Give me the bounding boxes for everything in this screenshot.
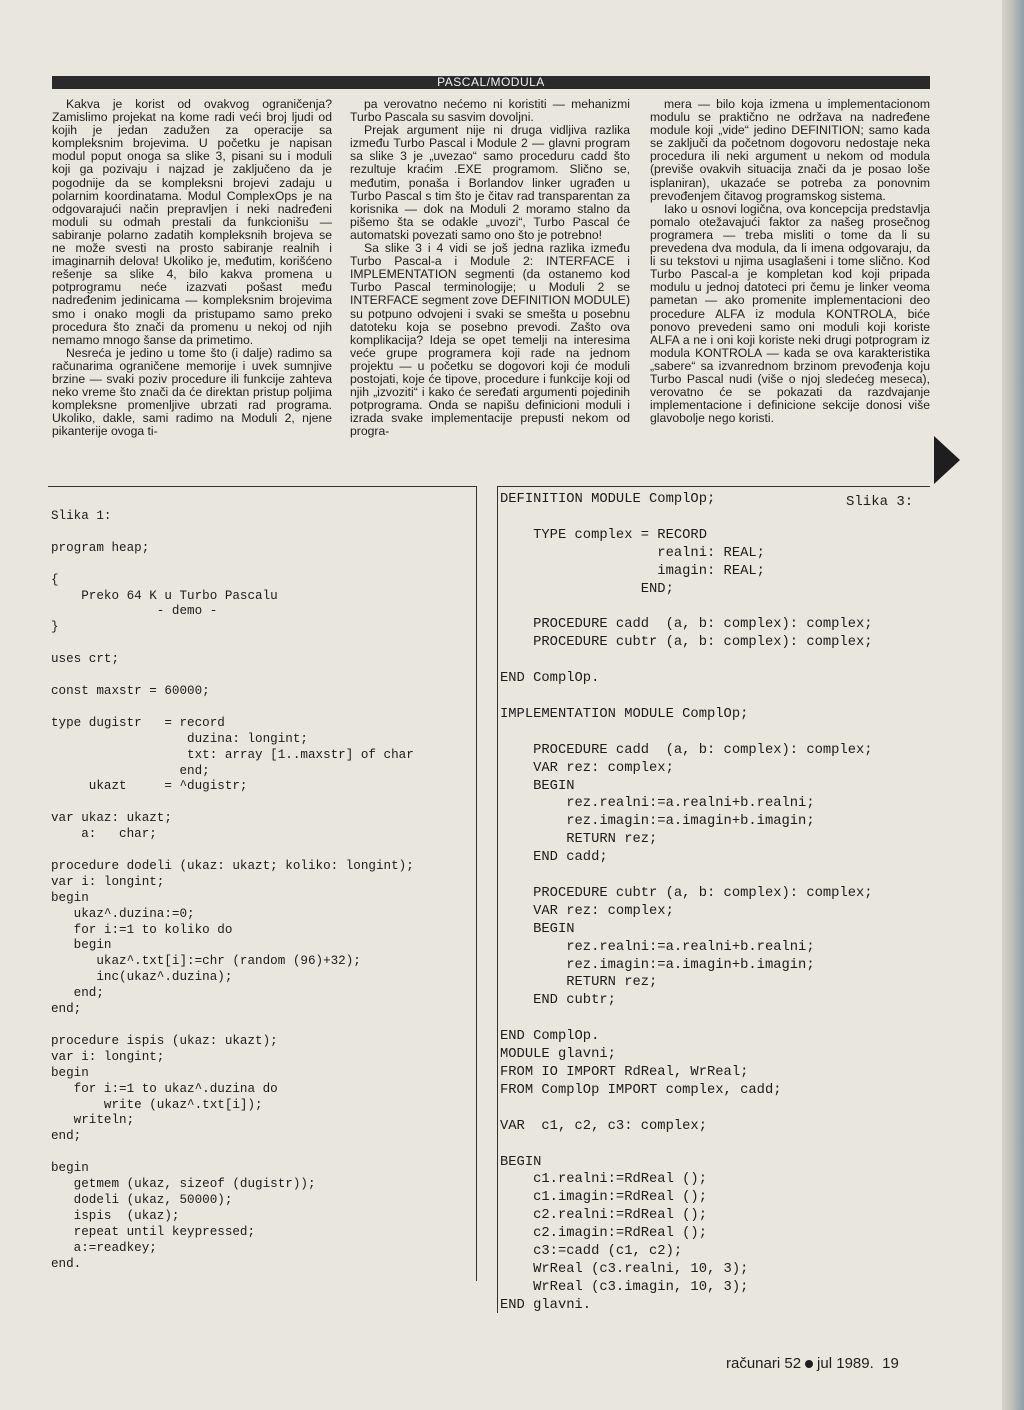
figure-3-label: Slika 3: [846, 494, 914, 510]
page-footer [726, 1355, 899, 1372]
figure-1-code: Slika 1: program heap; { Preko 64 K u Turbo Pascalu - demo - } uses crt; const maxstr = 60000; type dugistr = record duzina: longint; txt: array [1..maxstr] of char end; ukazt = ^dugistr; var ukaz: ukazt; a: char; procedure dodeli (ukaz: ukazt; koliko: longint); var i: longint; begin ukaz^.duzina:=0; for i:=1 to koliko do begin ukaz^.txt[i]:=chr (random (96)+32); inc(ukaz^.duzina); end; end; procedure ispis (ukaz: ukazt); var i: longint; begin for i:=1 to ukaz^.duzina do write (ukaz^.txt[i]); writeln; end; begin getmem (ukaz, sizeof (dugistr)); dodeli (ukaz, 50000); ispis (ukaz); repeat until keypressed; a:=readkey; end. [51, 509, 414, 1271]
bullet-icon [805, 1360, 813, 1368]
paragraph: Prejak argument nije ni druga vidljiva razlika između Turbo Pascal i Module 2 — glavni program sa slike 3 je „uvezao“ samo proceduru cadd što rezultuje kraćim .EXE programom. Slično se, međutim, ponaša i Borlandov linker ugrađen u Turbo Pascal s tim što je čitav rad transparentan za korisnika — dok na Moduli 2 moramo stalno da pišemo šta se odakle „uvozi“, Turbo Pascal će automatski povezati samo ono što je potrebno! [350, 123, 630, 242]
paragraph: Iako u osnovi logična, ova koncepcija predstavlja pomalo otežavajući faktor za našeg prosečnog programera — treba misliti o tome da li su prevedena dva modula, da li imena odgovaraju, da li su tekstovi u njima usaglašeni i tome slično. Kod Turbo Pascal-a je kompletan kod koji pripada modulu u jednoj datoteci pri čemu je linker veoma pametan — ako promenite implementacioni deo procedure ALFA iz modula KONTROLA, biće ponovo prevedeni samo oni moduli koji koriste ALFA a ne i oni koji koriste neki drugi potprogram iz modula KONTROLA — kada se ova karakteristika „saberе“ sa izvanrednom brzinom prevođenja koju Turbo Pascal nudi (više o njoj sledećeg meseca), verovatno će se pokazati da razdvajanje implementacione i definicione sekcije donosi više glavobolje nego koristi. [650, 201, 930, 426]
article-column-3 [650, 98, 930, 484]
paragraph: pa verovatno nećemo ni koristiti — mehanizmi Turbo Pascala su sasvim dovoljni. [350, 98, 630, 125]
paragraph: Nesreća je jedino u tome što (i dalje) radimo sa računarima ograničene memorije i uvek sumnjive brzine — svaki poziv procedure ili funkcije zahteva neko vreme što znači da će direktan pristup poljima kompleksne promenljive ubrzati rad programa. Ukoliko, dakle, sami radimo na Moduli 2, njene pikanterije ovoga ti- [52, 345, 332, 439]
section-header [52, 76, 930, 89]
page-edge [1002, 0, 1024, 1410]
paragraph: mera — bilo koja izmena u implementacionom modulu se praktično ne održava na nadređene module koji „vide“ jedino DEFINITION; samo kada se zaključi da početnom dogovoru nedostaje neka procedura ili neki argument u nekom od modula (previše ovakvih situacija znači da je posao loše isplaniran), ukazaće se potreba za ponovnim prevođenjem čitavog programskog sistema. [650, 98, 930, 203]
figure-3-code-box [497, 486, 930, 1313]
section-title: PASCAL/MODULA [437, 75, 545, 89]
article-column-2 [350, 98, 630, 484]
issue-date: jul 1989. [817, 1355, 874, 1372]
figure-1-code-box [48, 486, 477, 1281]
article-column-1 [52, 98, 332, 484]
paragraph: Kakva je korist od ovakvog ograničenja? Zamislimo projekat na kome radi veći broj ljudi od kojih je jedan zadužen za operacije sa kompleksnim brojevima. U početku je napisan modul poput onoga sa slike 3, pisani su i moduli koji ga pozivaju i najzad je zaključeno da je pogodnije da se kompleksni brojevi zadaju u polarnim koordinatama. Modul ComplexOps je na odgovarajući način prepravljen i neki nadređeni moduli su odmah prestali da funkcionišu — sabiranje polarno zadatih kompleksnih brojeva se ne može svesti na prosto sabiranje realnih i imaginarnih delova! Ukoliko je, međutim, korišćeno rešenje sa slike 4, bilo kakva promena u potprogramu neće izazvati pošast među nadređenim jedinicama — kompleksnim brojevima smo i onako mogli da pristupamo samo preko procedura što znači da promenu u nekoj od njih nemamo mnogo šanse da primetimo. [52, 98, 332, 347]
paragraph: Sa slike 3 i 4 vidi se još jedna razlika između Turbo Pascal-a i Module 2: INTERFACE i IMPLEMENTATION segmenti (da ostanemo kod Turbo Pascal terminologije; u Moduli 2 se INTERFACE segment zove DEFINITION MODULE) su potpuno odvojeni i svaki se smešta u posebnu datoteku koja se posebno prevodi. Zašto ova komplikacija? Ideja se opet temelji na interesima veće grupe programera koji rade na jednom projektu — u početku se dogovori koji će moduli postojati, koje će tipove, procedure i funkcije koji od njih „izvoziti“ i kako će seređati argumenti pojedinih potprograma. Onda se napišu definicioni moduli i izrada svake implementacije prepusti nekom od progra- [350, 241, 630, 439]
magazine-name: računari 52 [726, 1355, 802, 1372]
figure-3-code: DEFINITION MODULE ComplOp; TYPE complex = RECORD realni: REAL; imagin: REAL; END; PROCEDURE cadd (a, b: complex): complex; PROCEDURE cubtr (a, b: complex): complex; END ComplOp. IMPLEMENTATION MODULE ComplOp; PROCEDURE cadd (a, b: complex): complex; VAR rez: complex; BEGIN rez.realni:=a.realni+b.realni; rez.imagin:=a.imagin+b.imagin; RETURN rez; END cadd; PROCEDURE cubtr (a, b: complex): complex; VAR rez: complex; BEGIN rez.realni:=a.realni+b.realni; rez.imagin:=a.imagin+b.imagin; RETURN rez; END cubtr; END ComplOp. MODULE glavni; FROM IO IMPORT RdReal, WrReal; FROM ComplOp IMPORT complex, cadd; VAR c1, c2, c3: complex; BEGIN c1.realni:=RdReal (); c1.imagin:=RdReal (); c2.realni:=RdReal (); c2.imagin:=RdReal (); c3:=cadd (c1, c2); WrReal (c3.realni, 10, 3); WrReal (c3.imagin, 10, 3); END glavni. [500, 492, 873, 1313]
continue-arrow-icon [934, 436, 960, 484]
page-number: 19 [882, 1355, 899, 1372]
